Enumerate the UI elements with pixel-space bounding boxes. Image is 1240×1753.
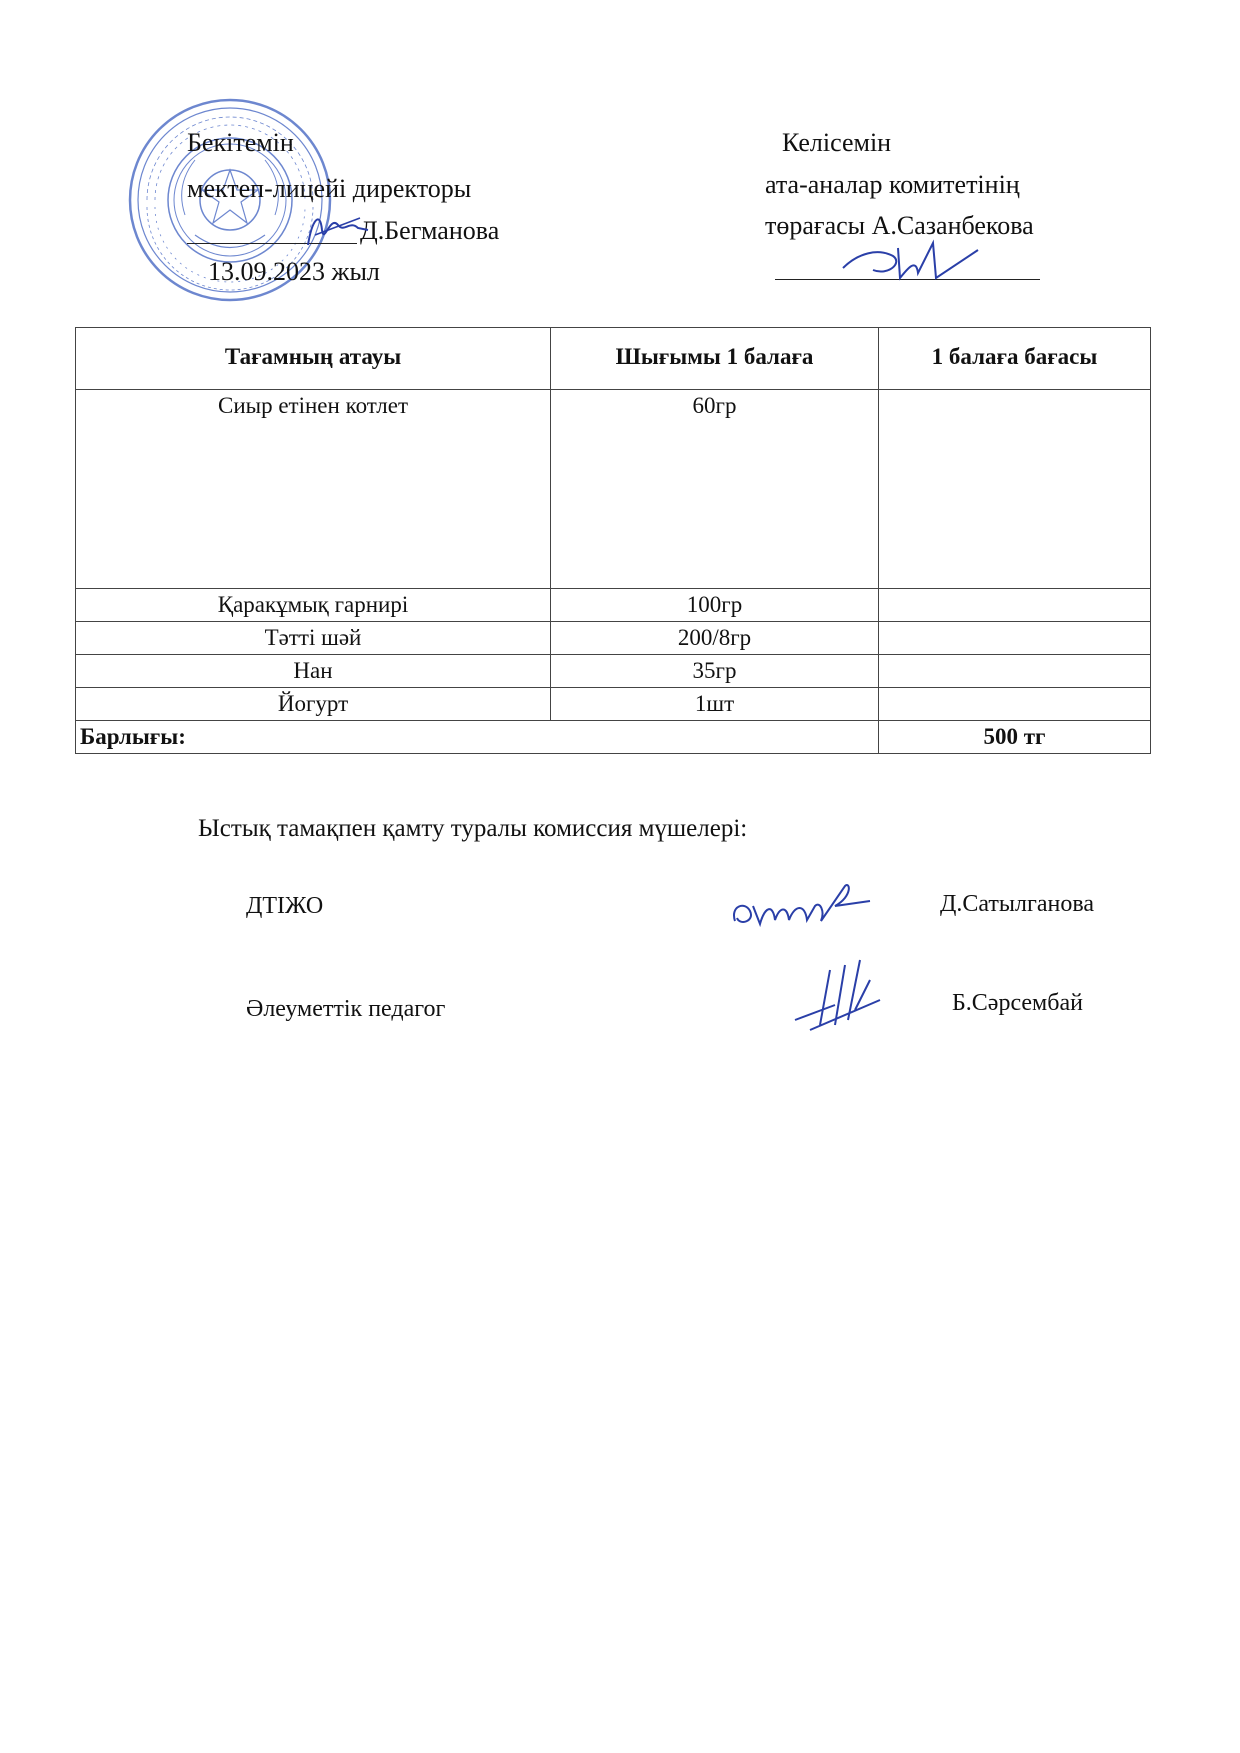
price-cell — [879, 655, 1151, 688]
approval-date: 13.09.2023 жыл — [208, 257, 380, 286]
total-row — [76, 721, 1151, 754]
portion-cell: 1шт — [551, 688, 879, 721]
dish-name-cell: Қаракұмық гарнирі — [76, 589, 551, 622]
agreement-title: Келісемін — [782, 128, 892, 157]
agreement-name: төрағасы А.Сазанбекова — [765, 211, 1034, 240]
table-row — [76, 390, 1151, 589]
header-portion: Шығымы 1 балаға — [551, 328, 879, 390]
agreement-role: ата-аналар комитетінің — [765, 170, 1020, 199]
approval-name: Д.Бегманова — [360, 216, 500, 245]
member-signature — [725, 876, 875, 936]
table-row — [76, 655, 1151, 688]
price-cell — [879, 688, 1151, 721]
table-row — [76, 622, 1151, 655]
portion-cell: 100гр — [551, 589, 879, 622]
menu-table — [75, 327, 1151, 754]
dish-name-cell: Йогурт — [76, 688, 551, 721]
portion-cell: 200/8гр — [551, 622, 879, 655]
total-label: Барлығы: — [76, 721, 879, 754]
table-row — [76, 589, 1151, 622]
dish-name-cell: Нан — [76, 655, 551, 688]
member-name: Б.Сәрсембай — [952, 990, 1083, 1016]
portion-cell: 35гр — [551, 655, 879, 688]
commission-title: Ыстық тамақпен қамту туралы комиссия мүшелері: — [198, 815, 748, 842]
table-header-row — [76, 328, 1151, 390]
director-signature — [300, 200, 375, 260]
approval-title: Бекітемін — [187, 128, 294, 157]
member-name: Д.Сатылганова — [940, 891, 1095, 917]
member-role: ДТІЖО — [246, 893, 324, 919]
price-cell — [879, 390, 1151, 589]
header-dish-name: Тағамның атауы — [76, 328, 551, 390]
price-cell — [879, 622, 1151, 655]
approval-role: мектеп-лицейі директоры — [187, 174, 472, 203]
table-row — [76, 688, 1151, 721]
total-value: 500 тг — [879, 721, 1151, 754]
chair-signature — [838, 238, 988, 288]
member-signature — [790, 950, 890, 1040]
price-cell — [879, 589, 1151, 622]
header-price: 1 балаға бағасы — [879, 328, 1151, 390]
portion-cell: 60гр — [551, 390, 879, 589]
dish-name-cell: Сиыр етінен котлет — [76, 390, 551, 589]
dish-name-cell: Тәтті шәй — [76, 622, 551, 655]
member-role: Әлеуметтік педагог — [246, 996, 446, 1022]
